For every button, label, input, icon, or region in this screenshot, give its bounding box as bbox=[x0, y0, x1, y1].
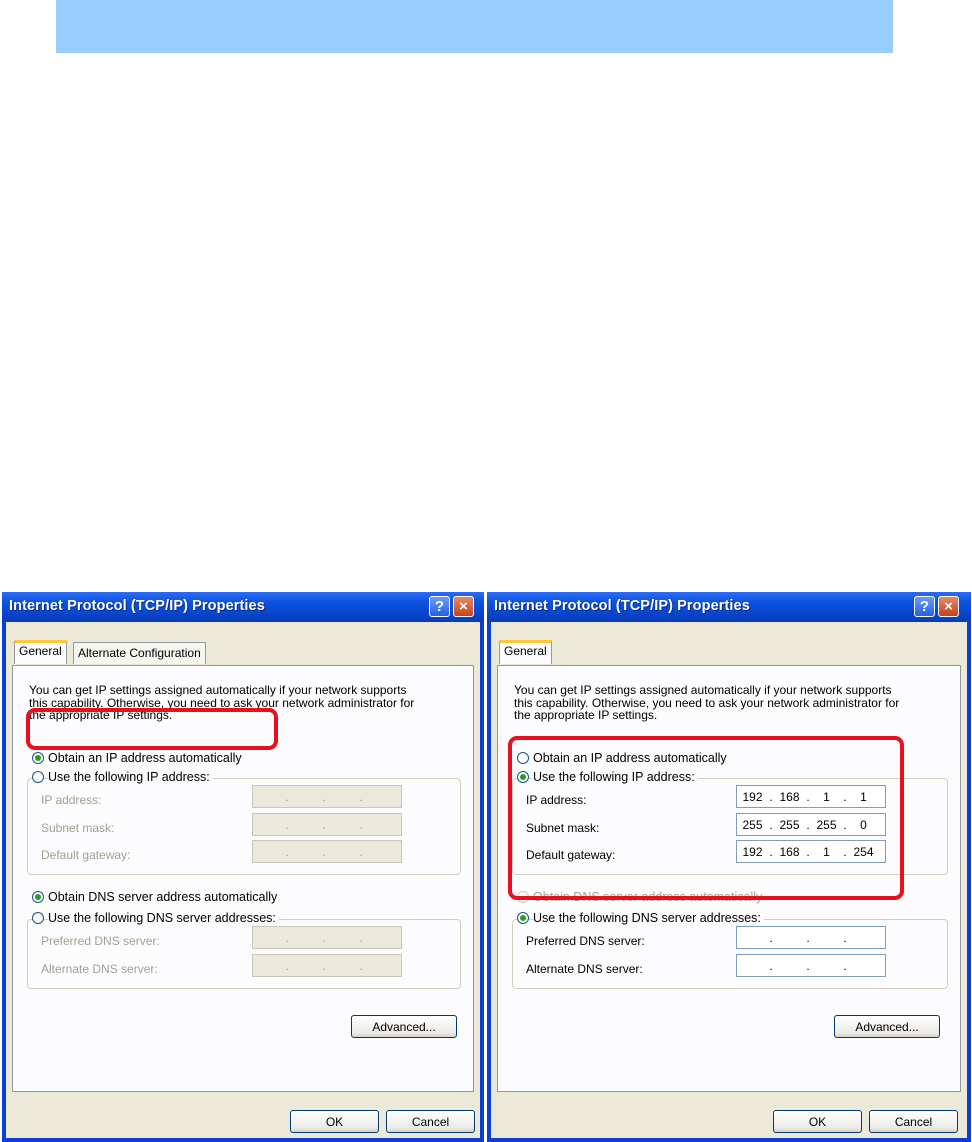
use-following-dns-radio[interactable] bbox=[517, 911, 764, 925]
radio-label: Obtain an IP address automatically bbox=[48, 751, 245, 765]
alternate-dns-input[interactable]: . . . bbox=[252, 954, 402, 977]
use-following-ip-radio[interactable] bbox=[517, 770, 698, 784]
obtain-dns-auto-radio bbox=[517, 890, 765, 904]
close-icon[interactable]: × bbox=[453, 596, 474, 617]
title-bar[interactable] bbox=[2, 592, 484, 622]
close-icon[interactable]: × bbox=[938, 596, 959, 617]
ip-address-label: IP address: bbox=[41, 793, 102, 807]
cancel-button[interactable]: Cancel bbox=[386, 1110, 475, 1133]
radio-checked-icon[interactable] bbox=[32, 891, 44, 903]
tab-panel-general bbox=[497, 665, 961, 1092]
default-gateway-label: Default gateway: bbox=[526, 848, 616, 862]
radio-label: Use the following DNS server addresses: bbox=[48, 911, 279, 925]
radio-checked-icon[interactable] bbox=[517, 912, 529, 924]
help-icon[interactable]: ? bbox=[429, 596, 450, 617]
use-following-ip-radio[interactable] bbox=[32, 770, 213, 784]
alternate-dns-label: Alternate DNS server: bbox=[526, 962, 643, 976]
ip-address-label: IP address: bbox=[526, 793, 587, 807]
default-gateway-input[interactable]: 192 . 168 . 1 . 254 bbox=[736, 840, 886, 863]
obtain-ip-auto-radio[interactable] bbox=[517, 751, 730, 765]
cancel-button[interactable]: Cancel bbox=[869, 1110, 958, 1133]
radio-label: Use the following IP address: bbox=[533, 770, 698, 784]
subnet-mask-label: Subnet mask: bbox=[526, 821, 600, 835]
obtain-dns-auto-radio[interactable] bbox=[32, 890, 280, 904]
subnet-mask-label: Subnet mask: bbox=[41, 821, 115, 835]
tcpip-properties-dialog-right bbox=[487, 592, 971, 1142]
radio-label: Obtain DNS server address automatically bbox=[533, 890, 765, 904]
advanced-button[interactable]: Advanced... bbox=[834, 1015, 940, 1038]
obtain-ip-auto-radio[interactable] bbox=[32, 751, 245, 765]
intro-text bbox=[29, 684, 469, 722]
tab-panel-general bbox=[12, 665, 474, 1092]
subnet-mask-input[interactable]: 255 . 255 . 255 . 0 bbox=[736, 813, 886, 836]
intro-line: the appropriate IP settings. bbox=[29, 708, 173, 722]
intro-line: the appropriate IP settings. bbox=[514, 708, 658, 722]
title-bar[interactable] bbox=[487, 592, 971, 622]
radio-label: Use the following DNS server addresses: bbox=[533, 911, 764, 925]
intro-text bbox=[514, 684, 954, 722]
intro-line: this capability. Otherwise, you need to ask your network administrator for bbox=[29, 695, 415, 710]
top-banner bbox=[56, 0, 893, 53]
intro-line: You can get IP settings assigned automatically if your network supports bbox=[29, 683, 407, 697]
dialog-title: Internet Protocol (TCP/IP) Properties bbox=[9, 598, 265, 614]
radio-unchecked-icon[interactable] bbox=[517, 752, 529, 764]
subnet-mask-input[interactable]: . . . bbox=[252, 813, 402, 836]
radio-unchecked-icon[interactable] bbox=[32, 771, 44, 783]
preferred-dns-input[interactable]: . . . bbox=[736, 926, 886, 949]
ip-address-input[interactable]: 192 . 168 . 1 . 1 bbox=[736, 785, 886, 808]
advanced-button[interactable]: Advanced... bbox=[351, 1015, 457, 1038]
tab-alternate-configuration[interactable]: Alternate Configuration bbox=[73, 642, 206, 664]
dialog-client bbox=[491, 622, 967, 1138]
default-gateway-input[interactable]: . . . bbox=[252, 840, 402, 863]
tab-general[interactable]: General bbox=[14, 640, 67, 664]
radio-checked-icon[interactable] bbox=[32, 752, 44, 764]
ip-address-input[interactable]: . . . bbox=[252, 785, 402, 808]
use-following-dns-radio[interactable] bbox=[32, 911, 279, 925]
dialog-title: Internet Protocol (TCP/IP) Properties bbox=[494, 598, 750, 614]
radio-unchecked-icon[interactable] bbox=[32, 912, 44, 924]
default-gateway-label: Default gateway: bbox=[41, 848, 131, 862]
tab-general[interactable]: General bbox=[499, 640, 552, 664]
radio-disabled-icon bbox=[517, 891, 529, 903]
alternate-dns-input[interactable]: . . . bbox=[736, 954, 886, 977]
alternate-dns-label: Alternate DNS server: bbox=[41, 962, 158, 976]
radio-label: Obtain DNS server address automatically bbox=[48, 890, 280, 904]
preferred-dns-label: Preferred DNS server: bbox=[41, 934, 160, 948]
preferred-dns-label: Preferred DNS server: bbox=[526, 934, 645, 948]
radio-checked-icon[interactable] bbox=[517, 771, 529, 783]
radio-label: Use the following IP address: bbox=[48, 770, 213, 784]
intro-line: You can get IP settings assigned automatically if your network supports bbox=[514, 683, 892, 697]
ok-button[interactable]: OK bbox=[773, 1110, 862, 1133]
radio-label: Obtain an IP address automatically bbox=[533, 751, 730, 765]
tcpip-properties-dialog-left bbox=[2, 592, 484, 1142]
preferred-dns-input[interactable]: . . . bbox=[252, 926, 402, 949]
ok-button[interactable]: OK bbox=[290, 1110, 379, 1133]
intro-line: this capability. Otherwise, you need to ask your network administrator for bbox=[514, 695, 900, 710]
dialog-client bbox=[6, 622, 480, 1138]
help-icon[interactable]: ? bbox=[914, 596, 935, 617]
